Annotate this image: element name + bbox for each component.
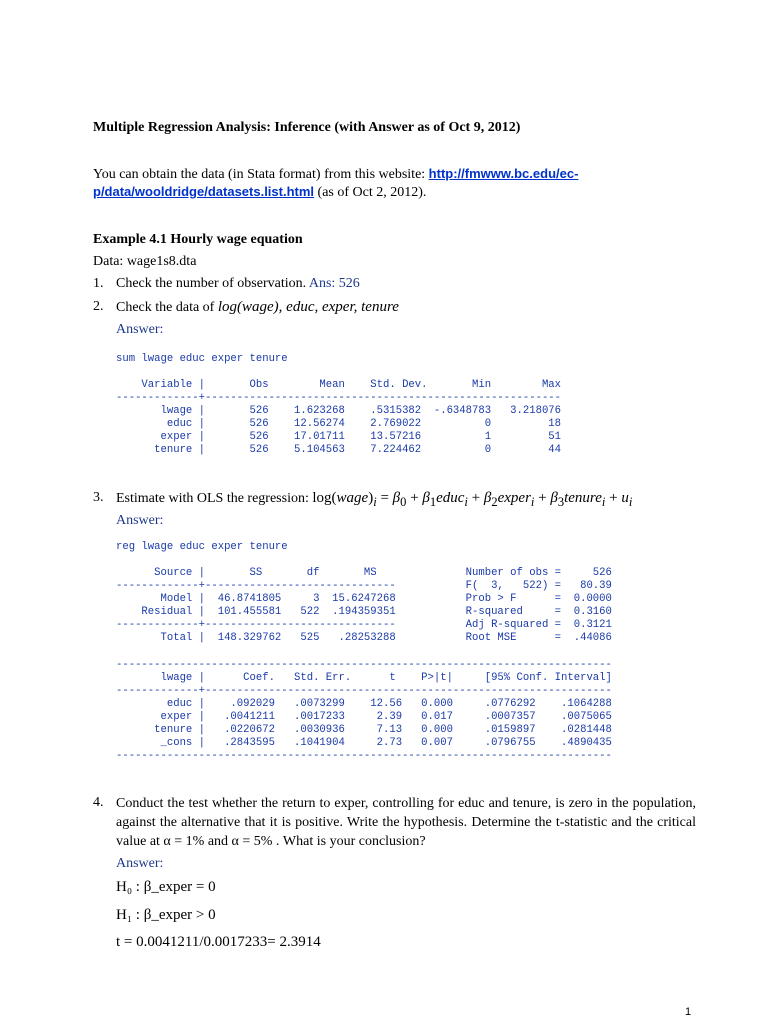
answer-label-3: Answer: [116,513,164,528]
sum-row: tenure | 526 5.104563 7.224462 0 44 [116,444,562,456]
sum-header: Variable | Obs Mean Std. Dev. Min Max [116,379,562,391]
anova-line: Residual | 101.455581 522 .194359351 R-squared = 0.3160 [116,606,612,618]
item-2 [116,298,399,317]
intro-line-2 [93,183,426,202]
item-1 [116,275,360,293]
item-3-text: Estimate with OLS the regression: [116,491,309,506]
sum-command: sum lwage educ exper tenure [116,353,288,365]
coef-row: _cons | .2843595 .1041904 2.73 0.007 .0796755 .4890435 [116,737,612,749]
regression-equation: $\log(wage)_i = \beta_0$ + $\beta_1educ_i$ + $\beta_2exper_i$ + $\beta_3tenure_i + u_i$ [312,490,633,509]
coef-row: tenure | .0220672 .0030936 7.13 0.000 .0159897 .0281448 [116,724,612,736]
document-title: Multiple Regression Analysis: Inference (with Answer as of Oct 9, 2012) [93,120,521,135]
item-3-number: 3. [93,490,104,505]
coef-rule: ------------------------------------------------------------------------------ [116,659,612,671]
anova-line: Source | SS df MS Number of obs = 526 [116,567,612,579]
item-2-text: Check the data of [116,300,215,315]
t-statistic: t = 0.0041211/0.0017233= 2.3914 [116,934,321,950]
intro-date: (as of Oct 2, 2012). [317,185,427,200]
example-title: Example 4.1 Hourly wage equation [93,232,303,247]
sum-rule: -------------+-------------------------------------------------------- [116,392,562,404]
data-link[interactable]: http://fmwww.bc.edu/ec- [428,166,579,181]
intro-text: You can obtain the data (in Stata format) from this website: [93,167,426,182]
alternative-hypothesis: H₁ : β_exper > 0 [116,907,216,923]
anova-line: Total | 148.329762 525 .28253288 Root MSE = .44086 [116,632,612,644]
item-3 [116,489,632,511]
coef-header: lwage | Coef. Std. Err. t P>|t| [95% Conf. Interval] [116,672,612,684]
anova-line: -------------+------------------------------ F( 3, 522) = 80.39 [116,580,612,592]
answer-label-4: Answer: [116,856,164,871]
answer-label-2: Answer: [116,322,164,337]
reg-command: reg lwage educ exper tenure [116,541,288,553]
coef-row: exper | .0041211 .0017233 2.39 0.017 .0007357 .0075065 [116,711,612,723]
item-4-number: 4. [93,795,104,810]
page-number: 1 [685,1006,692,1018]
data-link-continued[interactable]: p/data/wooldridge/datasets.list.html [93,184,315,199]
anova-line: -------------+------------------------------ Adj R-squared = 0.3121 [116,619,612,631]
item-2-variables: log(wage), educ, exper, tenure [217,299,399,315]
item-1-text: Check the number of observation. [116,276,307,291]
item-1-answer: Ans: 526 [308,276,360,291]
data-filename: Data: wage1s8.dta [93,254,197,269]
coef-rule-end: ------------------------------------------------------------------------------ [116,750,612,762]
anova-line: Model | 46.8741805 3 15.6247268 Prob > F = 0.0000 [116,593,612,605]
item-4-text: Conduct the test whether the return to exper, controlling for educ and tenure, is zero in the population, against the alternative that it is positive. Write the hypothesis. Determine the t-statistic and the critical value at α = 1% and α = 5% . What is your conclusion? [116,796,696,849]
null-hypothesis: H₀ : β_exper = 0 [116,879,216,895]
sum-row: educ | 526 12.56274 2.769022 0 18 [116,418,562,430]
coef-separator: -------------+---------------------------------------------------------------- [116,685,612,697]
item-2-number: 2. [93,299,104,314]
coef-row: educ | .092029 .0073299 12.56 0.000 .0776292 .1064288 [116,698,612,710]
item-1-number: 1. [93,276,104,291]
sum-row: exper | 526 17.01711 13.57216 1 51 [116,431,562,443]
sum-row: lwage | 526 1.623268 .5315382 -.6348783 3.218076 [116,405,562,417]
intro-paragraph [93,164,696,184]
